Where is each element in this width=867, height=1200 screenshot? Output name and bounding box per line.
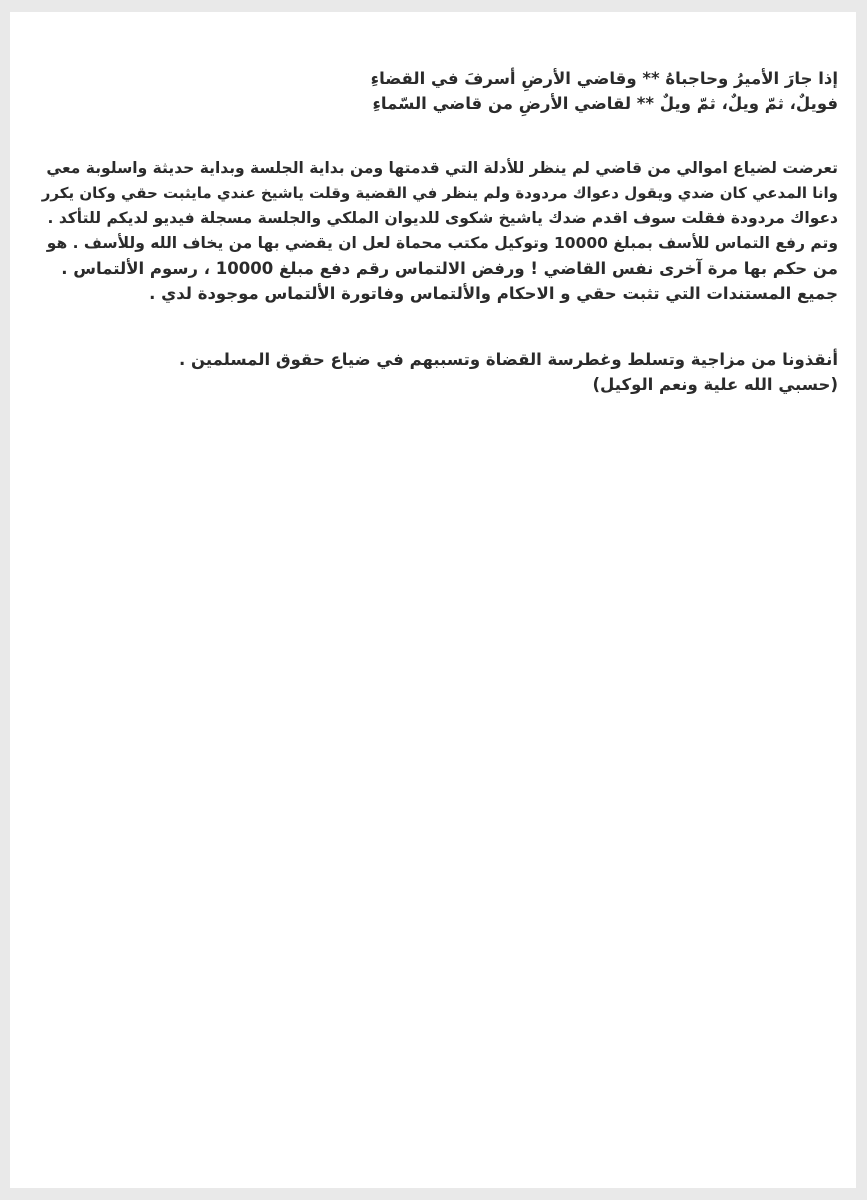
- complaint-line-2: وانا المدعي كان ضدي ويقول دعواك مردودة ولم ينظر في القضية وقلت ياشيخ عندي مايثبت حقي وكان يكرر: [41, 184, 838, 202]
- complaint-line-6: جميع المستندات التي تثبت حقي و الاحكام والألتماس وفاتورة الألتماس موجودة لدي .: [149, 284, 838, 303]
- closing-line-2: (حسبي الله علية ونعم الوكيل): [592, 375, 838, 394]
- poem-line-2: فويلٌ، ثمّ ويلٌ، ثمّ ويلٌ ** لقاضي الأرضِ من قاضي السّماءِ: [372, 94, 838, 113]
- poem-line-1: إذا جارَ الأميرُ وحاجباهُ ** وقاضي الأرضِ أسرفَ في القضاءِ: [370, 69, 838, 88]
- complaint-line-1: تعرضت لضياع اموالي من قاضي لم ينظر للأدلة التي قدمتها ومن بداية الجلسة وبداية حديثة واسلوبة معي: [46, 159, 838, 177]
- complaint-line-4: وتم رفع التماس للأسف بمبلغ 10000 وتوكيل مكتب محماة لعل ان يقضي بها من يخاف الله وللأسف . هو: [46, 234, 838, 252]
- document-body: [40, 66, 838, 397]
- complaint-line-3: دعواك مردودة فقلت سوف اقدم ضدك ياشيخ شكوى للديوان الملكي والجلسة مسجلة فيديو لديكم للتأكد .: [47, 209, 838, 227]
- document-page: [10, 12, 856, 1188]
- complaint-line-5: من حكم بها مرة آخرى نفس القاضي ! ورفض الالتماس رقم دفع مبلغ 10000 ، رسوم الألتماس .: [61, 259, 838, 278]
- closing-line-1: أنقذونا من مزاجية وتسلط وغطرسة القضاة وتسببهم في ضياع حقوق المسلمين .: [179, 350, 838, 369]
